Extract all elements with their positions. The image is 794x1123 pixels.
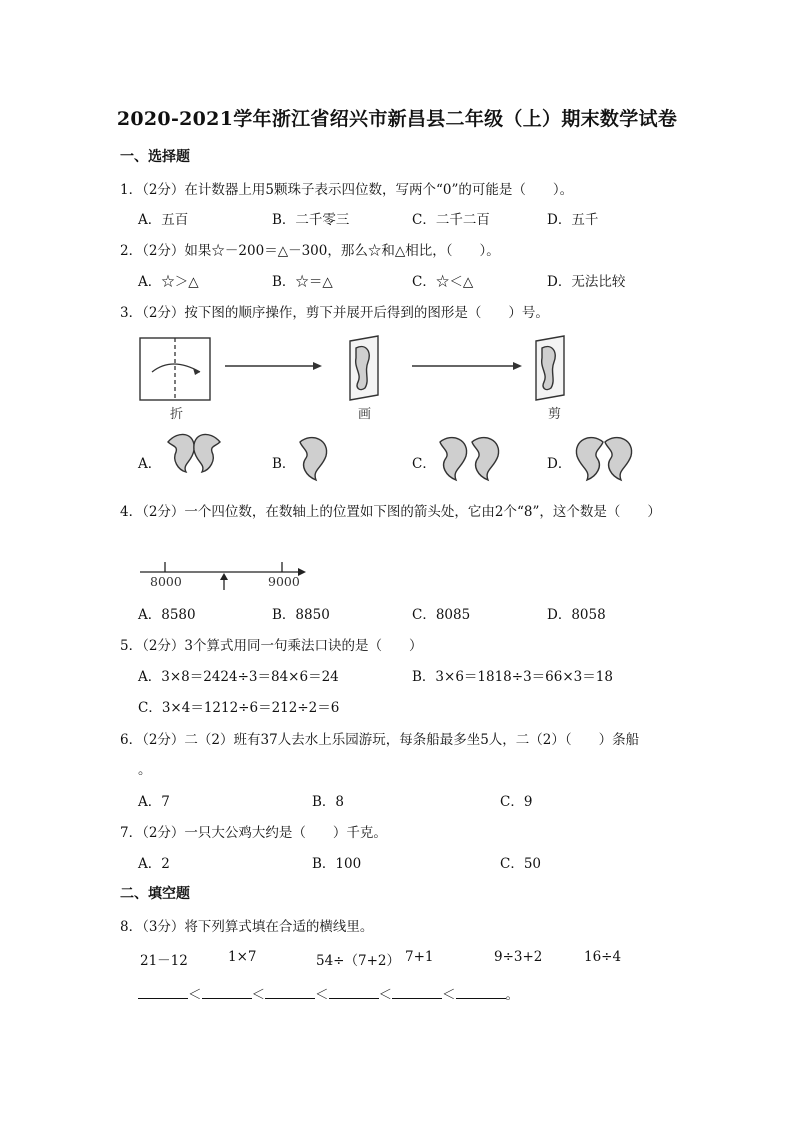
expression-1: 21－12 [140,953,188,969]
position-arrowhead [220,573,228,580]
less-than-sign: ＜ [315,987,329,1003]
question-4-stem: 4．（2分）一个四位数，在数轴上的位置如下图的箭头处，它由2个“8”，这个数是（ ） [120,504,661,520]
q7-option-a[interactable]: A．2 [138,856,170,872]
q7-option-b[interactable]: B．100 [312,856,362,872]
section-heading-fill: 二、填空题 [120,886,190,902]
question-8-stem: 8．（3分）将下列算式填在合适的横线里。 [120,919,374,935]
page-title: 2020-2021学年浙江省绍兴市新昌县二年级（上）期末数学试卷 [116,108,678,130]
less-than-sign: ＜ [442,987,456,1003]
q3-option-d[interactable]: D． [547,456,572,472]
question-7-stem: 7．（2分）一只大公鸡大约是（ ）千克。 [120,825,387,841]
q6-option-a[interactable]: A．7 [138,794,170,810]
q1-option-c[interactable]: C．二千二百 [412,212,490,228]
answer-blank-6[interactable] [456,984,506,999]
q4-option-a[interactable]: A．8580 [138,607,196,623]
q2-option-c[interactable]: C．☆＜△ [412,274,474,290]
answer-blank-row [138,983,519,1003]
q3-option-c[interactable]: C． [412,456,436,472]
axis-label-9000: 9000 [268,574,300,589]
sentence-end-mark: 。 [505,987,519,1003]
q5-option-c[interactable]: C．3×4＝1212÷6＝212÷2＝6 [138,700,340,716]
q3-option-a[interactable]: A． [138,456,162,472]
q1-option-b[interactable]: B．二千零三 [272,212,350,228]
q2-option-d[interactable]: D．无法比较 [547,274,626,290]
less-than-sign: ＜ [378,987,392,1003]
q1-option-d[interactable]: D．五千 [547,212,599,228]
q7-option-c[interactable]: C．50 [500,856,542,872]
expression-5: 9÷3+2 [494,949,543,965]
less-than-sign: ＜ [251,987,265,1003]
q5-option-b[interactable]: B．3×6＝1818÷3＝66×3＝18 [412,669,613,685]
q6-option-c[interactable]: C．9 [500,794,533,810]
answer-blank-2[interactable] [202,984,252,999]
step-label-fold: 折 [170,407,184,422]
q2-option-b[interactable]: B．☆＝△ [272,274,333,290]
q4-option-c[interactable]: C．8085 [412,607,471,623]
q4-option-d[interactable]: D．8058 [547,607,606,623]
answer-blank-5[interactable] [392,984,442,999]
q2-option-a[interactable]: A．☆＞△ [138,274,199,290]
answer-blank-4[interactable] [329,984,379,999]
question-6-stem: 6．（2分）二（2）班有37人去水上乐园游玩，每条船最多坐5人，二（2）（ ）条船 [120,732,640,748]
section-heading-choice: 一、选择题 [120,149,190,165]
expression-2: 1×7 [228,949,257,965]
answer-blank-3[interactable] [265,984,315,999]
question-2-stem: 2．（2分）如果☆－200＝△－300，那么☆和△相比，（ ）。 [120,243,500,259]
expression-6: 16÷4 [584,949,622,965]
q1-option-a[interactable]: A．五百 [138,212,189,228]
step-label-draw: 画 [358,407,372,422]
question-6-stem-end: 。 [138,762,152,778]
step-label-cut: 剪 [548,407,562,422]
question-5-stem: 5．（2分）3个算式用同一句乘法口诀的是（ ） [120,638,423,654]
answer-blank-1[interactable] [138,984,188,999]
question-1-stem: 1．（2分）在计数器上用5颗珠子表示四位数，写两个“0”的可能是（ ）。 [120,182,574,198]
less-than-sign: ＜ [188,987,202,1003]
q3-option-b[interactable]: B． [272,456,296,472]
axis-label-8000: 8000 [150,574,182,589]
expression-3: 54÷（7+2） [316,953,400,969]
expression-4: 7+1 [405,949,434,965]
question-3-stem: 3．（2分）按下图的顺序操作，剪下并展开后得到的图形是（ ）号。 [120,305,549,321]
q4-option-b[interactable]: B．8850 [272,607,330,623]
q5-option-a[interactable]: A．3×8＝2424÷3＝84×6＝24 [138,669,339,685]
q6-option-b[interactable]: B．8 [312,794,345,810]
